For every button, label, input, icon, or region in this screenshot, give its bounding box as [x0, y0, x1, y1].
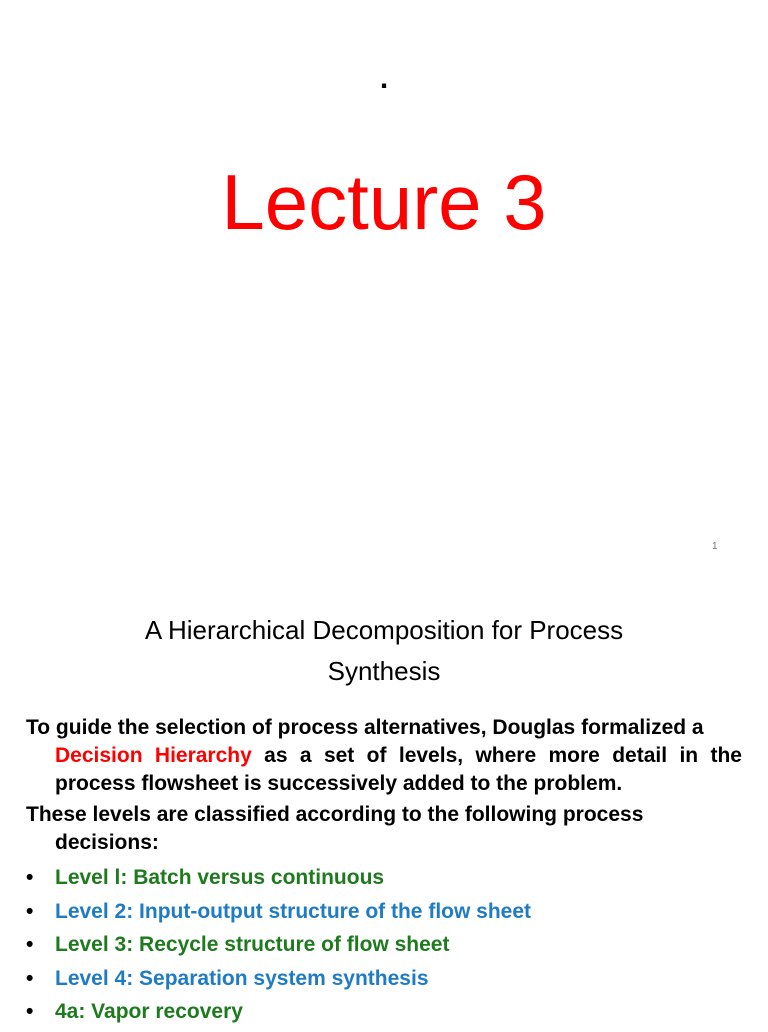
bullet-icon: • [26, 899, 34, 923]
level-list [26, 864, 742, 1032]
slide-heading [40, 610, 728, 692]
intro-rest: as a set of levels, where more detail in the process flowsheet is successively added to the problem. [55, 744, 742, 795]
levels-line-2: decisions: [55, 831, 159, 854]
lecture-title: Lecture 3 [221, 158, 547, 246]
decision-hierarchy-term: Decision Hierarchy [55, 744, 252, 767]
list-item [26, 931, 742, 959]
slide-page-number: 1 [712, 541, 718, 552]
list-item-text: Level 3: Recycle structure of flow sheet [55, 933, 450, 956]
list-item [26, 864, 742, 892]
list-item-text: 4a: Vapor recovery [55, 1000, 243, 1023]
bullet-icon: • [26, 1000, 34, 1023]
levels-paragraph [26, 801, 742, 857]
bullet-icon: • [26, 933, 34, 956]
slide-2 [0, 578, 768, 1024]
list-item [26, 898, 742, 926]
intro-continuation [26, 742, 742, 798]
list-item-text: Level l: Batch versus continuous [55, 866, 385, 889]
intro-line-1: To guide the selection of process alternatives, Douglas formalized a [26, 716, 704, 739]
levels-line-1: These levels are classified according to the following process [26, 803, 644, 826]
list-item-text: Level 4: Separation system synthesis [55, 966, 429, 990]
intro-paragraph [26, 714, 742, 798]
list-item-text: Level 2: Input-output structure of the flow sheet [55, 899, 532, 923]
list-item [26, 998, 742, 1026]
slide-heading-line-1: A Hierarchical Decomposition for Process [144, 615, 624, 645]
bullet-icon: • [26, 966, 34, 990]
bullet-icon: • [26, 866, 34, 889]
slide-dot: . [379, 62, 389, 95]
slide-heading-line-2: Synthesis [327, 656, 441, 686]
list-item [26, 965, 742, 993]
